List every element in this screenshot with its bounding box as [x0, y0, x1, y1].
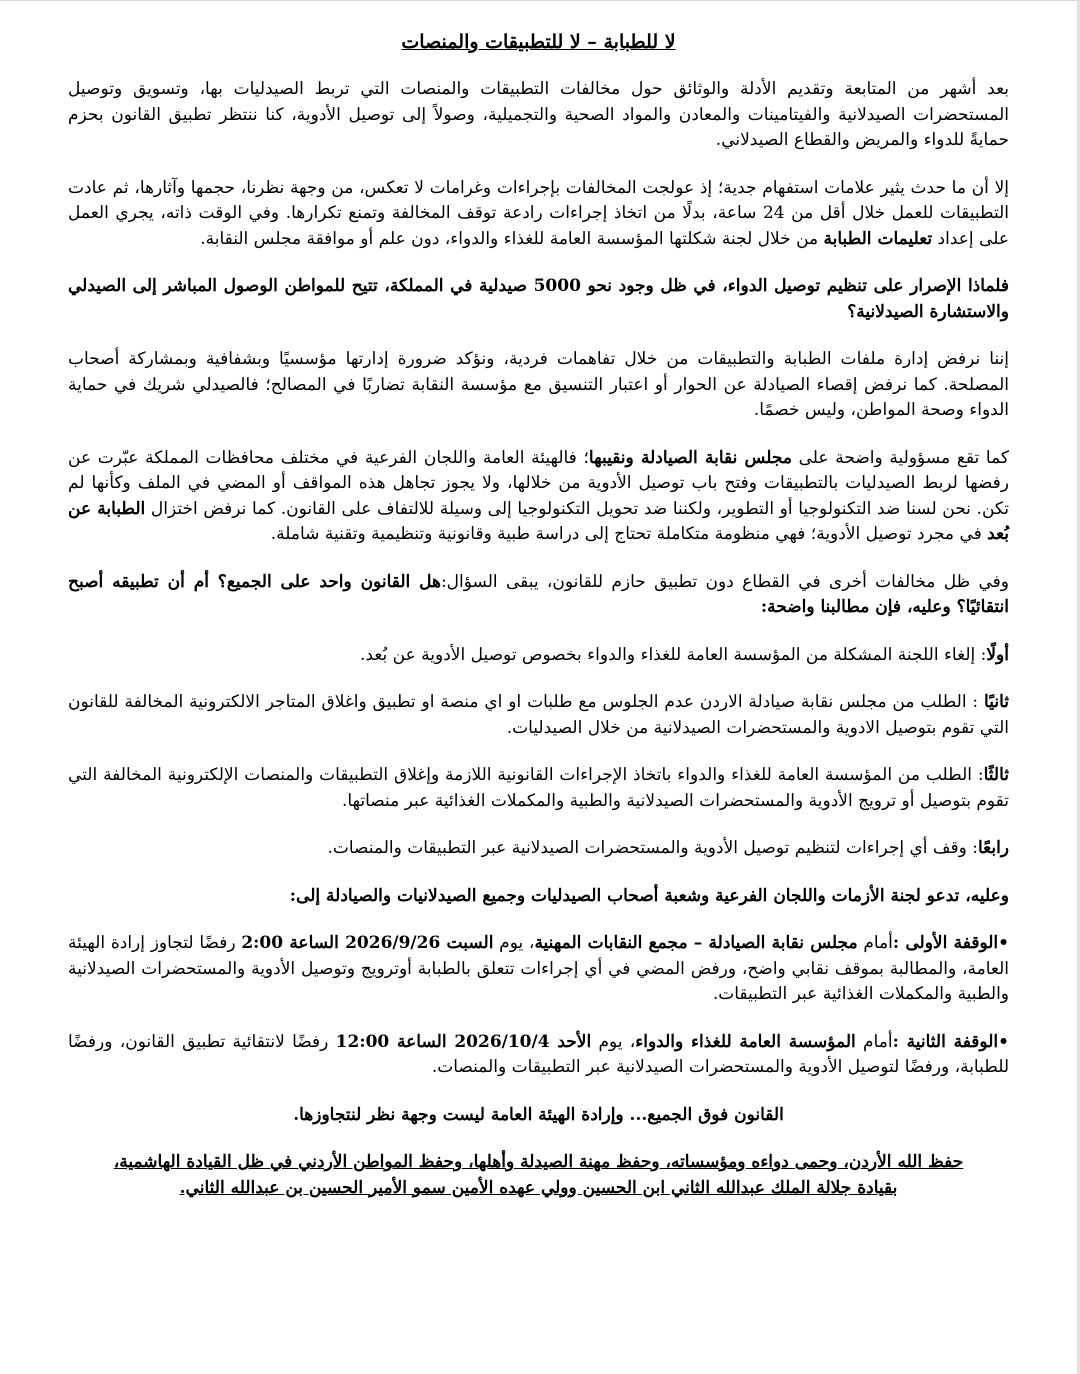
closing-prayer — [68, 1150, 1009, 1201]
demand-second — [68, 690, 1009, 741]
responsibility-bold-council: مجلس نقابة الصيادلة ونقيبها — [588, 447, 792, 468]
responsibility-paragraph — [68, 446, 1009, 548]
vigil-second-text-b: ، يوم — [591, 1031, 636, 1052]
closing-line-1: حفظ الله الأردن، وحمى دواءه ومؤسساته، وحفظ مهنة الصيدلة وأهلها، وحفظ المواطن الأردني في ظل القيادة الهاشمية، — [113, 1152, 964, 1172]
vigil-second-datetime: الأحد 2026/10/4 الساعة 12:00 — [335, 1031, 592, 1052]
vigil-first-text-c: رفضًا لتجاوز إرادة الهيئة العامة، والمطالبة بموقف نقابي واضح، ورفض المضي في أي إجراءات تتعلق بالطبابة أوترويج وتوصيل الأدوية والمستحضرات الصيدلانية والطبية والمكملات الغذائية عبر التطبيقات. — [68, 933, 1009, 1004]
document-body — [68, 29, 1009, 1201]
law-question-text: وفي ظل مخالفات أخرى في القطاع دون تطبيق حازم للقانون، يبقى السؤال: — [440, 571, 1009, 592]
demand-second-text: : الطلب من مجلس نقابة صيادلة الاردن عدم الجلوس مع طلبات او اي منصة او تطبيق واغلاق المتاجر الالكترونية المخالفة للقانون التي تقوم بتوصيل الادوية والمستحضرات الصيدلانية من خلال الصيدليات. — [68, 692, 1009, 738]
vigil-first-text-a: أمام — [857, 933, 893, 953]
concerns-paragraph — [68, 176, 1009, 253]
vigil-first — [68, 931, 1009, 1008]
demand-fourth — [68, 836, 1009, 862]
responsibility-text-c: في مجرد توصيل الأدوية؛ فهي منظومة متكاملة تحتاج إلى دراسة طبية وقانونية وتنظيمية وتقنية شاملة. — [270, 524, 988, 544]
document-title: لا للطبابة – لا للتطبيقات والمنصات — [401, 31, 676, 53]
vigil-first-text-b: ، يوم — [493, 933, 535, 953]
vigil-second — [68, 1030, 1009, 1081]
law-question-bold: هل القانون واحد على الجميع؟ أم أن تطبيقه أصبح انتقائيًا؟ وعليه، فإن مطالبنا واضحة: — [68, 571, 1009, 617]
responsibility-text-b: ؛ فالهيئة العامة واللجان الفرعية في مختلف محافظات المملكة عبّرت عن رفضها لربط الصيدليات بالتطبيقات وفتح باب توصيل الأدوية من خلالها، ولا يجوز تجاهل هذه المواقف أو المضي في الملف وكأنها لم تكن. نحن لسنا ضد التكنولوجيا أو التطوير، ولكننا ضد تحويل التكنولوجيا إلى وسيلة للالتفاف على القانون. كما نرفض اختزال — [68, 447, 1010, 519]
vigil-second-text-c: رفضًا لانتقائية تطبيق القانون، ورفضًا للطبابة، ورفضًا لتوصيل الأدوية والمستحضرات الصيدلانية عبر التطبيقات والمنصات. — [68, 1031, 1009, 1077]
concerns-bold-term: تعليمات الطبابة — [823, 228, 933, 249]
intro-paragraph: بعد أشهر من المتابعة وتقديم الأدلة والوثائق حول مخالفات التطبيقات والمنصات التي تربط الصيدليات بها، وتسويق وتوصيل المستحضرات الصيدلانية والفيتامينات والمعادن والمواد الصحية والتجميلية، وصولاً إلى توصيل الأدوية، كنا ننتظر تطبيق القانون بحزم حمايةً للدواء والمريض والقطاع الصيدلاني. — [68, 79, 1009, 150]
demand-second-label: ثانيًا — [984, 692, 1009, 712]
demand-first-text: : إلغاء اللجنة المشكلة من المؤسسة العامة للغذاء والدواء بخصوص توصيل الأدوية عن بُعد. — [360, 644, 987, 665]
concerns-text-a: إلا أن ما حدث يثير علامات استفهام جدية؛ إذ عولجت المخالفات بإجراءات وغرامات لا تعكس، من وجهة نظرنا، حجمها وآثارها، ثم عادت التطبيقات للعمل خلال أقل من 24 ساعة، بدلًا من اتخاذ إجراءات رادعة توقف المخالفة وتمنع تكرارها. وفي الوقت ذاته، يجري العمل على إعداد — [68, 177, 1009, 249]
call-to-action: وعليه، تدعو لجنة الأزمات واللجان الفرعية وشعبة أصحاب الصيدليات وجميع الصيدلانيات والصيادلة إلى: — [289, 885, 1009, 906]
demand-third — [68, 763, 1009, 814]
demand-fourth-text: : وقف أي إجراءات لتنظيم توصيل الأدوية والمستحضرات الصيدلانية عبر التطبيقات والمنصات. — [327, 838, 978, 858]
vigil-second-label: •الوقفة الثانية : — [892, 1031, 1009, 1052]
demand-third-text: : الطلب من المؤسسة العامة للغذاء والدواء باتخاذ الإجراءات القانونية اللازمة وإغلاق التطبيقات والمنصات الإلكترونية المخالفة التي تقوم بتوصيل أو ترويج الأدوية والمستحضرات الصيدلانية والطبية والمكملات الغذائية عبر منصاتها. — [68, 765, 1009, 811]
responsibility-bold-telemedicine: الطبابة عن بُعد — [68, 498, 1009, 544]
concerns-text-b: من خلال لجنة شكلتها المؤسسة العامة للغذاء والدواء، دون علم أو موافقة مجلس النقابة. — [200, 228, 824, 249]
vigil-first-datetime: السبت 2026/9/26 الساعة 2:00 — [241, 933, 494, 953]
motto: القانون فوق الجميع... وإرادة الهيئة العامة ليست وجهة نظر لنتجاوزها. — [293, 1104, 784, 1125]
vigil-first-label: •الوقفة الأولى : — [892, 933, 1009, 953]
responsibility-text-a: كما تقع مسؤولية واضحة على — [791, 447, 1009, 468]
demand-first-label: أولًا — [986, 644, 1009, 665]
demand-first — [68, 643, 1009, 669]
vigil-second-place: المؤسسة العامة للغذاء والدواء — [635, 1031, 856, 1052]
law-question-paragraph — [68, 570, 1009, 621]
question-paragraph: فلماذا الإصرار على تنظيم توصيل الدواء، في ظل وجود نحو 5000 صيدلية في المملكة، تتيح للمواطن الوصول المباشر إلى الصيدلي والاستشارة الصيدلانية؟ — [68, 276, 1009, 322]
demand-third-label: ثالثًا — [983, 765, 1009, 785]
demand-fourth-label: رابعًا — [977, 838, 1009, 858]
closing-line-2: بقيادة جلالة الملك عبدالله الثاني ابن الحسين وولي عهده الأمين سمو الأمير الحسين بن عبدالله الثاني. — [179, 1177, 898, 1198]
vigil-first-place: مجلس نقابة الصيادلة – مجمع النقابات المهنية — [534, 933, 858, 953]
rejection-paragraph: إننا نرفض إدارة ملفات الطبابة والتطبيقات من خلال تفاهمات فردية، ونؤكد ضرورة إدارتها مؤسسيًا وبشفافية وبمشاركة أصحاب المصلحة. كما نرفض إقصاء الصيادلة عن الحوار أو اعتبار التنسيق مع مؤسسة النقابة تضاربًا في المصالح؛ فالصيدلي شريك في حماية الدواء وصحة المواطن، وليس خصمًا. — [68, 349, 1009, 420]
vigil-second-text-a: أمام — [855, 1031, 893, 1052]
